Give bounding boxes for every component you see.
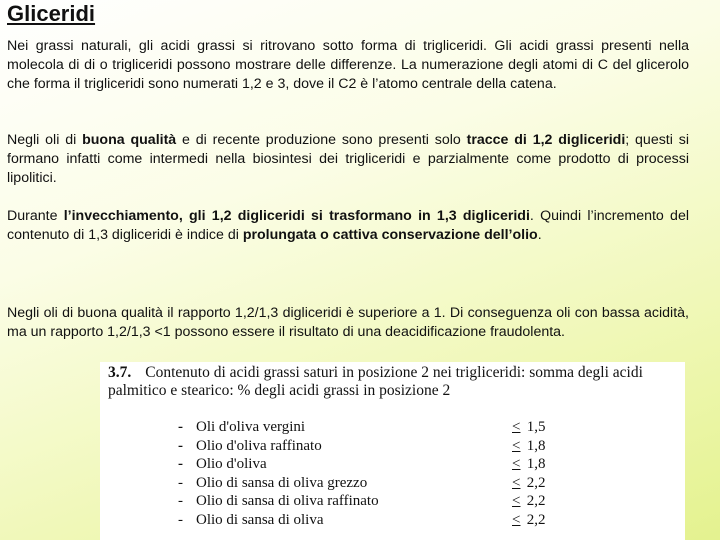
oil-category: Olio di sansa di oliva [196,511,324,528]
scan-heading-text: Contenuto di acidi grassi saturi in posizione 2 nei trigliceridi: somma degli acidi palmitico e stearico: % degli acidi grassi in posizione 2 [108,364,643,399]
list-item [178,492,578,511]
less-equal-icon: < [512,511,521,528]
limit-value [512,418,546,437]
dash-bullet: - [178,419,183,435]
dash-bullet: - [178,437,183,454]
limit-number: 2,2 [526,493,546,510]
paragraph-ratio: Negli oli di buona qualità il rapporto 1,2/1,3 digliceridi è superiore a 1. Di conseguenza oli con bassa acidità, ma un rapporto 1,2/1,3 <1 possono essere il risultato di una deacidificazione fraudolenta. [7,305,689,341]
scan-section-number: 3.7. [108,364,132,381]
bold-run: l’invecchiamento, gli 1,2 digliceridi si trasformano in 1,3 digliceridi [63,208,530,224]
less-equal-icon: < [512,493,521,510]
list-item [178,511,578,530]
limit-number: 2,2 [526,474,546,491]
list-item [178,455,578,474]
limit-number: 1,8 [526,456,546,473]
paragraph-intro: Nei grassi naturali, gli acidi grassi si ritrovano sotto forma di trigliceridi. Gli acidi grassi presenti nella molecola di di o trigliceridi possono mostrare delle differenze. La numerazione degli atomi di C del glicerolo che forma il trigliceridi sono numerati 1,2 e 3, dove il C2 è l’atomo centrale della catena. [7,38,689,93]
text-run: e di recente produzione sono presenti solo [176,132,467,148]
bold-run: buona qualità [82,132,177,148]
text-run: Durante [7,208,64,224]
oil-category: Olio di sansa di oliva raffinato [196,493,379,510]
limit-number: 1,8 [526,437,546,454]
limit-value [512,511,546,530]
bold-run: prolungata o cattiva conservazione dell’olio [242,227,538,244]
limit-value [512,474,546,493]
page-title: Gliceridi [7,1,96,26]
scanned-regulation-excerpt [100,362,685,540]
paragraph-good-quality [7,131,689,189]
less-equal-icon: < [512,474,521,491]
dash-bullet: - [178,511,183,528]
text-run: . Quindi l’incremento del contenuto di 1,3 digliceridi è indice di [7,208,689,244]
less-equal-icon: < [512,419,521,435]
paragraph-aging [7,207,689,245]
dash-bullet: - [178,456,183,473]
limit-number: 2,2 [526,511,546,528]
oil-category: Olio d'oliva raffinato [196,437,322,454]
text-run: Negli oli di [7,132,83,148]
limit-value [512,437,546,456]
oil-category: Olio di sansa di oliva grezzo [196,474,368,491]
limit-value [512,492,546,511]
list-item [178,418,578,437]
oil-category: Oli d'oliva vergini [196,419,306,435]
list-item [178,474,578,493]
limit-number: 1,5 [526,419,546,435]
dash-bullet: - [178,493,183,510]
dash-bullet: - [178,474,183,491]
scan-limit-list [178,418,578,530]
scan-heading [108,364,683,399]
oil-category: Olio d'oliva [196,456,267,473]
bold-run: tracce di 1,2 digliceridi [466,132,626,148]
text-run: . [537,227,542,244]
list-item [178,437,578,456]
limit-value [512,455,546,474]
less-equal-icon: < [512,437,521,454]
less-equal-icon: < [512,456,521,473]
text-run: ; questi si formano infatti come intermedi nella biosintesi dei trigliceridi e parzialmente come prodotto di processi lipolitici. [7,132,689,187]
